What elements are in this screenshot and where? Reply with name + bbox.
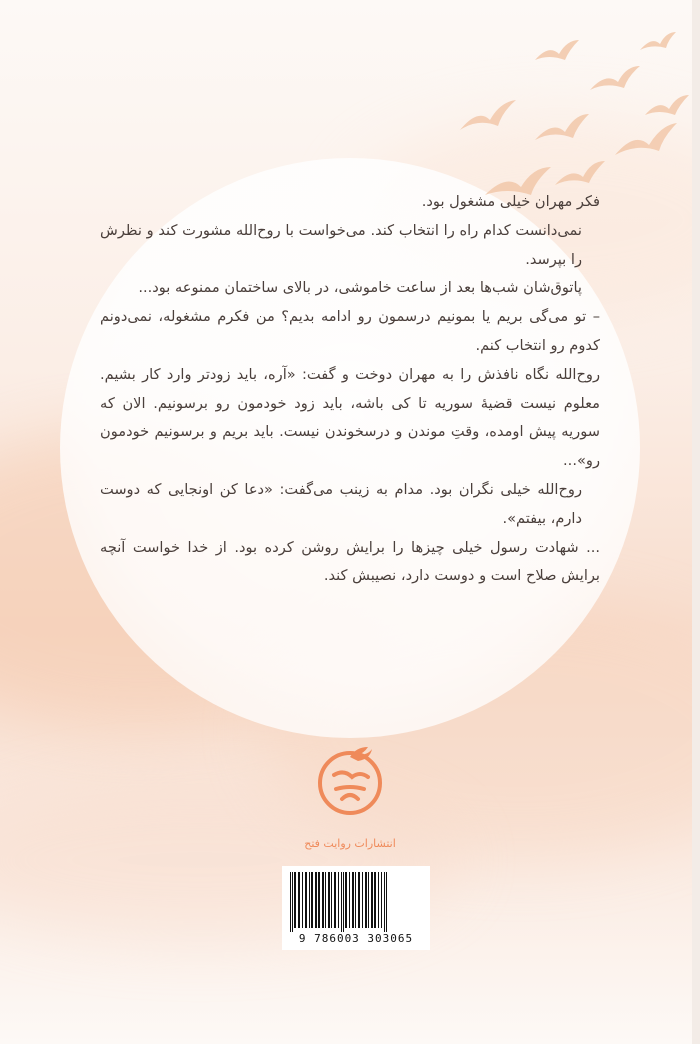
barcode-bar (294, 872, 296, 928)
barcode-bar (331, 872, 332, 928)
barcode-bar (298, 872, 300, 928)
publisher-logo (300, 735, 400, 865)
barcode-bar (334, 872, 336, 928)
barcode-bar (368, 872, 369, 928)
barcode-bar (381, 872, 382, 928)
barcode-bar (311, 872, 313, 928)
barcode-bar (305, 872, 307, 928)
barcode-bar (386, 872, 387, 932)
blurb-paragraph: – تو می‌گی بریم یا بمونیم درسمون رو ادامه بدیم؟ من فکرم مشغوله، نمی‌دونم کدوم رو انتخاب کنم. (100, 308, 600, 354)
barcode-bar (343, 872, 344, 932)
blurb-paragraph: نمی‌دانست کدام راه را انتخاب کند. می‌خواست با روح‌الله مشورت کند و نظرش را بپرسد. (100, 221, 582, 268)
barcode-bar (378, 872, 379, 928)
barcode-bar (349, 872, 350, 928)
barcode-bar (341, 872, 342, 932)
barcode-bar (318, 872, 320, 928)
back-cover-blurb (100, 188, 600, 591)
isbn-number: 9 786003 303065 (298, 932, 414, 945)
barcode-bar (345, 872, 347, 928)
barcode-bar (371, 872, 373, 928)
barcode-bar (290, 872, 291, 932)
barcode-bar (328, 872, 330, 928)
barcode-bar (315, 872, 317, 928)
publisher-name: انتشارات روایت فتح (304, 837, 396, 850)
barcode-bar (358, 872, 360, 928)
barcode-bar (352, 872, 354, 928)
blurb-paragraph: پاتوق‌شان شب‌ها بعد از ساعت خاموشی، در بالای ساختمان ممنوعه بود... (138, 279, 582, 297)
barcode-bars (288, 872, 424, 932)
blurb-paragraph: ... شهادت رسول خیلی چیزها را برایش روشن کرده بود. از خدا خواست آنچه برایش صلاح است و دوست دارد، نصیبش کند. (100, 538, 600, 585)
barcode-bar (338, 872, 339, 928)
barcode-bar (355, 872, 356, 928)
barcode-bar (302, 872, 303, 928)
barcode-bar (374, 872, 376, 928)
barcode-bar (322, 872, 324, 928)
barcode-bar (362, 872, 363, 928)
barcode-bar (384, 872, 385, 932)
barcode-bar (325, 872, 326, 928)
blurb-paragraph: روح‌الله خیلی نگران بود. مدام به زینب می‌گفت: «دعا کن اونجایی که دوست دارم، بیفتم». (100, 480, 582, 527)
barcode-bar (365, 872, 367, 928)
barcode-bar (309, 872, 310, 928)
blurb-paragraph: روح‌الله نگاه نافذش را به مهران دوخت و گفت: «آره، باید زودتر وارد کار بشیم. معلوم نیست قضیۀ سوریه تا کی باشه، باید زود خودمون رو برسونیم. الان که سوریه پیش اومده، وقتِ موندن و درسخوندن نیست. باید بریم و برسونیم خودمون رو»... (100, 365, 600, 470)
blurb-paragraph: فکر مهران خیلی مشغول بود. (421, 193, 600, 210)
barcode-bar (292, 872, 293, 932)
isbn-barcode (282, 866, 430, 950)
